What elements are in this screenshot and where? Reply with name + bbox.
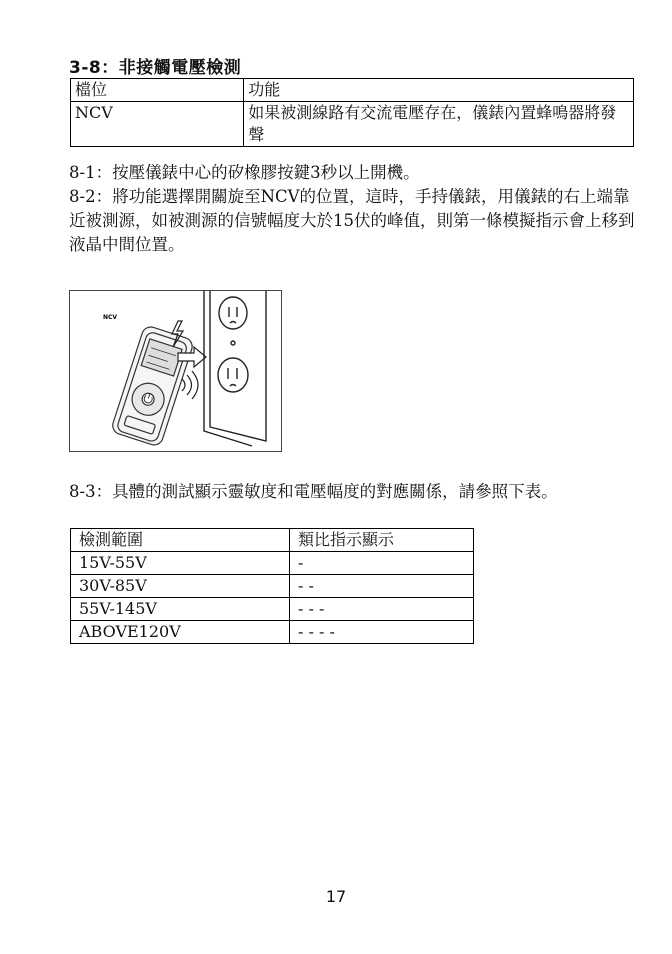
table-cell: - - - <box>290 598 474 621</box>
table-cell: - - - - <box>290 621 474 644</box>
table-header-cell: 檢測範圍 <box>71 529 290 552</box>
table-cell: NCV <box>71 102 244 147</box>
paragraph-8-1: 8-1：按壓儀錶中心的矽橡膠按鍵3秒以上開機。 <box>69 163 420 182</box>
ncv-illustration <box>69 290 282 452</box>
paragraph-8-3: 8-3：具體的測試顯示靈敏度和電壓幅度的對應關係，請參照下表。 <box>69 482 558 501</box>
meter-icon <box>110 325 194 448</box>
table-row <box>71 598 474 621</box>
table-row <box>71 102 634 147</box>
table-cell: - <box>290 552 474 575</box>
wave-icon <box>182 371 198 399</box>
table-cell: ABOVE120V <box>71 621 290 644</box>
range-table <box>70 528 474 644</box>
table-cell: 55V-145V <box>71 598 290 621</box>
outlet-icon <box>204 291 266 446</box>
table-cell: - - <box>290 575 474 598</box>
table-header-cell: 檔位 <box>71 79 244 102</box>
function-table <box>70 78 634 147</box>
table-header-row <box>71 529 474 552</box>
section-heading: 3-8：非接觸電壓檢測 <box>69 58 242 78</box>
table-row <box>71 621 474 644</box>
table-row <box>71 552 474 575</box>
page-number: 17 <box>325 887 347 906</box>
ncv-label: NCV <box>103 314 118 321</box>
table-header-row <box>71 79 634 102</box>
table-header-cell: 功能 <box>244 79 634 102</box>
table-header-cell: 類比指示顯示 <box>290 529 474 552</box>
table-cell: 30V-85V <box>71 575 290 598</box>
paragraph-8-2: 8-2：將功能選擇開關旋至NCV的位置，這時，手持儀錶，用儀錶的右上端靠近被測源，如被測源的信號幅度大於15伏的峰值，則第一條模擬指示會上移到液晶中間位置。 <box>69 187 635 254</box>
table-row <box>71 575 474 598</box>
table-cell: 如果被測線路有交流電壓存在，儀錶內置蜂鳴器將發聲 <box>244 102 634 147</box>
table-cell: 15V-55V <box>71 552 290 575</box>
